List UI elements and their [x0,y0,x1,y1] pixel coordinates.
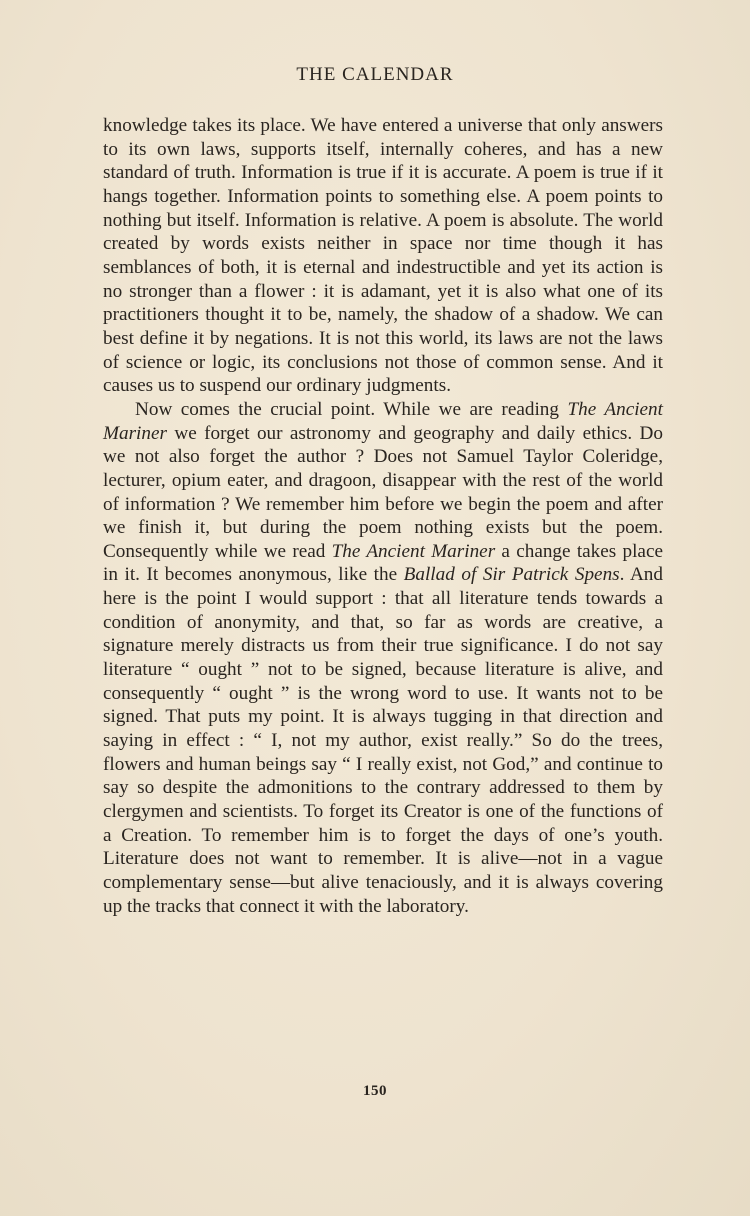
paragraph-2-text: a change takes place in it. It becomes anonymous, like the [103,540,663,586]
paragraph-2-text: we forget our astronomy and geography and daily ethics. Do we not also forget the author ? Does not Samuel Taylor Coleridge, lecturer, opium eater, and dragoon, disappear with the rest of the world of information ? We remember him before we begin the poem and after we finish it, but during the poem nothing exists but the poem. Consequently while we read [103,422,663,562]
body-text [103,114,663,918]
paragraph-1-text: knowledge takes its place. We have entered a universe that only answers to its own laws, supports itself, internally coheres, and has a new standard of truth. Information is true if it is accurate. A poem is true if it hangs together. Information points to something else. A poem points to nothing but itself. Information is relative. A poem is absolute. The world created by words exists neither in space nor time though it has semblances of both, it is eternal and indestructible and yet its action is no stronger than a flower : it is adamant, yet it is also what one of its practitioners thought it to be, namely, the shadow of a shadow. We can best define it by negations. It is not this world, its laws are not the laws of science or logic, its conclusions not those of common sense. And it causes us to suspend our ordinary judgments. [103,115,663,397]
title-ancient-mariner: The Ancient Mariner [331,540,496,562]
running-head: THE CALENDAR [296,64,454,85]
paragraph-2-text: . And here is the point I would support : that all literature tends towards a condition of anonymity, and that, so far as words are creative, a signature merely distracts us from their true significance. I do not say literature “ ought ” not to be signed, because literature is alive, and consequently “ ought ” is the wrong word to use. It wants not to be signed. That puts my point. It is always tugging in that direction and saying in effect : “ I, not my author, exist really.” So do the trees, flowers and human beings say “ I really exist, not God,” and continue to say so despite the admonitions to the contrary addressed to them by clergymen and scientists. To forget its Creator is one of the functions of a Creation. To remember him is to forget the days of one’s youth. Literature does not want to remember. It is alive—not in a vague complementary sense—but alive tenaciously, and it is always covering up the tracks that connect it with the laboratory. [103,564,663,917]
title-ballad-sir-patrick-spens: Ballad of Sir Patrick Spens [403,564,620,586]
paragraph-1 [103,114,663,398]
paragraph-2-text: Now comes the crucial point. While we are reading [135,398,568,420]
title-ancient-mariner: The Ancient Mariner [103,398,663,444]
paragraph-2 [103,398,663,918]
page-number: 150 [363,1083,387,1099]
